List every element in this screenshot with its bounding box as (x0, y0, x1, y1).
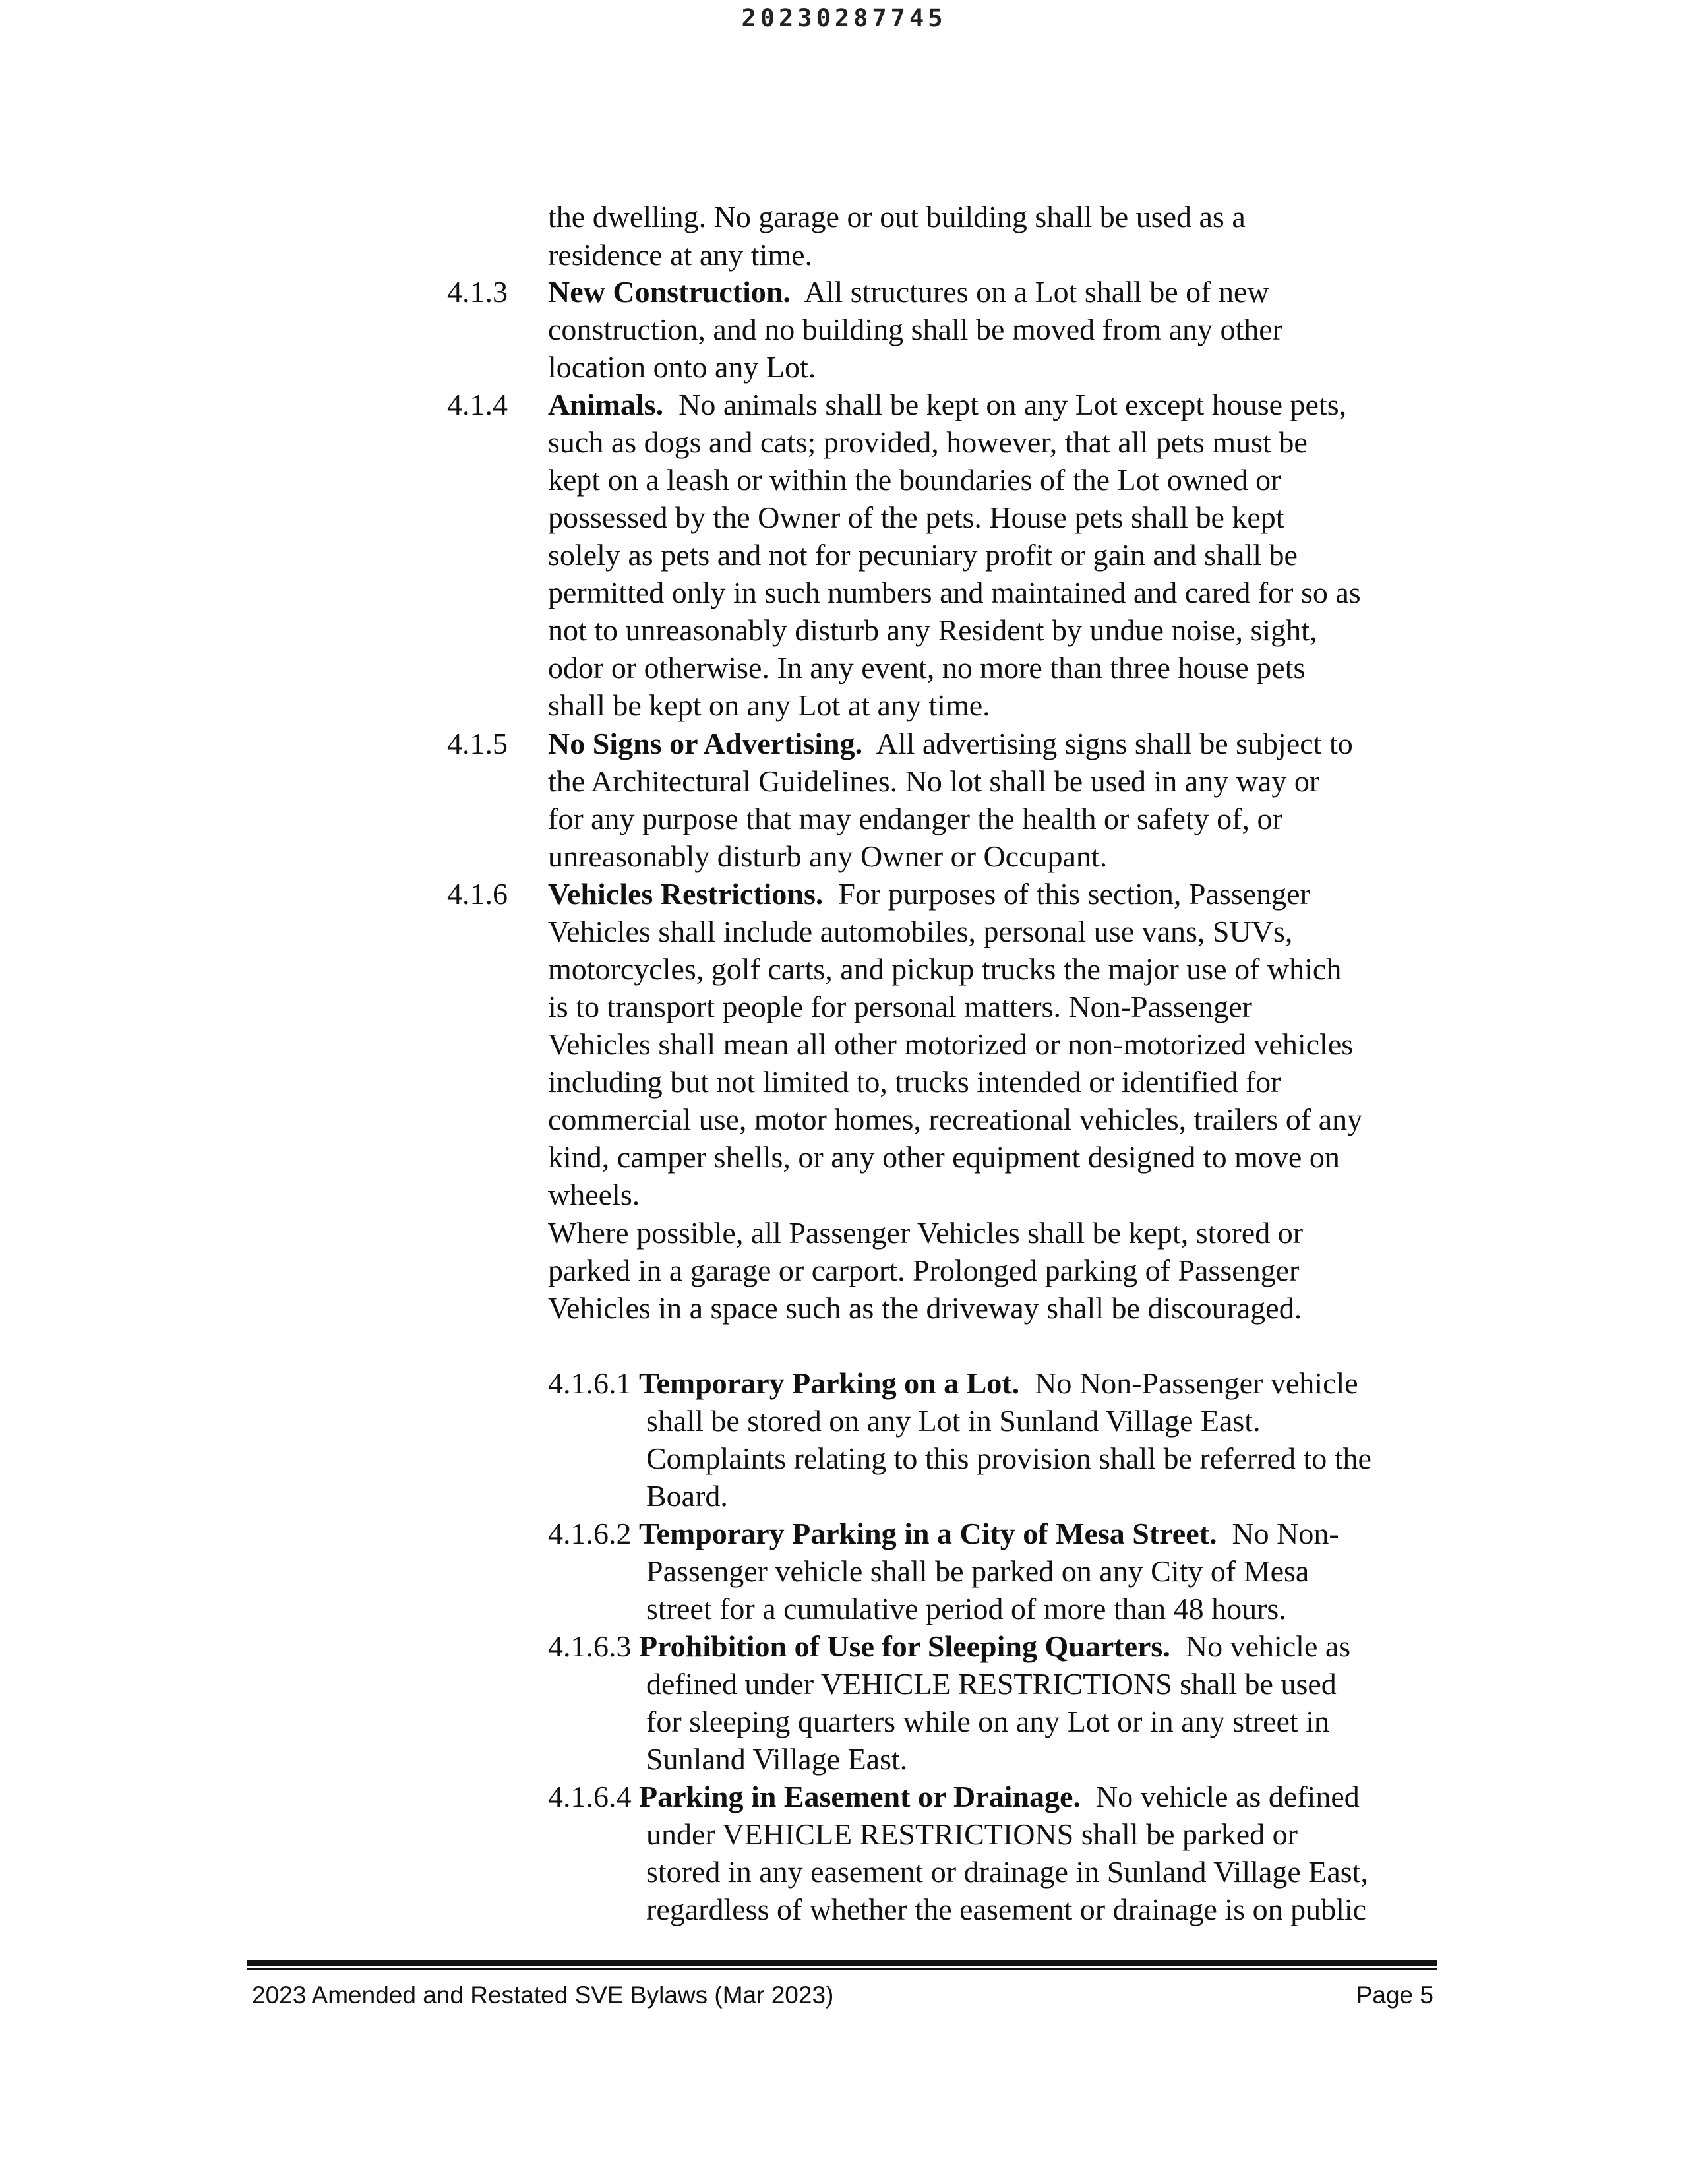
subsection-number: 4.1.6.3 (548, 1629, 632, 1663)
subsection-line: regardless of whether the easement or drainage is on public (646, 1893, 1367, 1926)
section-first-line (548, 879, 1310, 909)
subsection-line: defined under VEHICLE RESTRICTIONS shall be used (646, 1667, 1337, 1701)
section-line: is to transport people for personal matters. Non-Passenger (548, 990, 1252, 1023)
subsection-number: 4.1.6.4 (548, 1780, 632, 1813)
subsection-text: No vehicle as defined (1095, 1780, 1360, 1813)
section-first-line (548, 729, 1353, 759)
subsection-title: Prohibition of Use for Sleeping Quarters. (639, 1629, 1170, 1663)
section-line: such as dogs and cats; provided, however, that all pets must be (548, 425, 1308, 459)
subsection-first-line (548, 1631, 1350, 1662)
section-line: for any purpose that may endanger the health or safety of, or (548, 802, 1282, 835)
subsection-text: No Non- (1232, 1517, 1339, 1550)
subsection-text: No vehicle as (1185, 1629, 1351, 1663)
section-title: New Construction. (548, 275, 791, 309)
section-line: construction, and no building shall be moved from any other (548, 313, 1282, 346)
section-number: 4.1.5 (447, 727, 508, 760)
footer-page-number: Page 5 (1356, 1982, 1433, 2009)
subsection-number: 4.1.6.1 (548, 1366, 632, 1400)
subsection-title: Temporary Parking on a Lot. (639, 1366, 1020, 1400)
subsection-title: Temporary Parking in a City of Mesa Street. (639, 1517, 1217, 1550)
section-title: No Signs or Advertising. (548, 727, 863, 760)
subsection-title: Parking in Easement or Drainage. (639, 1780, 1081, 1813)
section-line: Vehicles shall mean all other motorized or non-motorized vehicles (548, 1027, 1354, 1061)
section-line: unreasonably disturb any Owner or Occupant. (548, 839, 1108, 873)
section-line: Vehicles in a space such as the driveway shall be discouraged. (548, 1291, 1302, 1325)
intro-line: the dwelling. No garage or out building shall be used as a (548, 200, 1246, 233)
subsection-line: stored in any easement or drainage in Sunland Village East, (646, 1855, 1368, 1889)
subsection-line: street for a cumulative period of more than 48 hours. (646, 1592, 1286, 1625)
section-number: 4.1.6 (447, 877, 508, 911)
section-line: commercial use, motor homes, recreational vehicles, trailers of any (548, 1103, 1363, 1136)
section-number: 4.1.4 (447, 388, 508, 421)
subsection-line: Complaints relating to this provision shall be referred to the (646, 1441, 1372, 1475)
section-line: including but not limited to, trucks intended or identified for (548, 1065, 1281, 1099)
section-text: For purposes of this section, Passenger (838, 877, 1310, 911)
subsection-first-line (548, 1782, 1360, 1812)
section-line: not to unreasonably disturb any Resident by undue noise, sight, (548, 613, 1317, 647)
section-line: permitted only in such numbers and maintained and cared for so as (548, 576, 1361, 609)
section-title: Vehicles Restrictions. (548, 877, 824, 911)
section-title: Animals. (548, 388, 664, 421)
subsection-line: shall be stored on any Lot in Sunland Village East. (646, 1404, 1261, 1438)
subsection-first-line (548, 1519, 1339, 1549)
subsection-line: Sunland Village East. (646, 1742, 908, 1776)
section-line: kept on a leash or within the boundaries of the Lot owned or (548, 463, 1281, 497)
subsection-text: No Non-Passenger vehicle (1035, 1366, 1358, 1400)
section-line: parked in a garage or carport. Prolonged parking of Passenger (548, 1254, 1300, 1287)
section-line: solely as pets and not for pecuniary profit or gain and shall be (548, 538, 1298, 572)
section-line: possessed by the Owner of the pets. House pets shall be kept (548, 501, 1284, 534)
section-first-line (548, 390, 1346, 420)
section-line: motorcycles, golf carts, and pickup trucks the major use of which (548, 952, 1342, 986)
footer-rule-thin (247, 1968, 1437, 1970)
section-line: Where possible, all Passenger Vehicles shall be kept, stored or (548, 1216, 1304, 1250)
subsection-line: Passenger vehicle shall be parked on any City of Mesa (646, 1554, 1310, 1588)
subsection-line: Board. (646, 1479, 728, 1513)
section-line: odor or otherwise. In any event, no more than three house pets (548, 651, 1306, 684)
intro-line: residence at any time. (548, 238, 813, 272)
section-text: All structures on a Lot shall be of new (804, 275, 1269, 309)
subsection-number: 4.1.6.2 (548, 1517, 632, 1550)
subsection-line: under VEHICLE RESTRICTIONS shall be parked or (646, 1817, 1298, 1851)
section-text: No animals shall be kept on any Lot except house pets, (678, 388, 1347, 421)
section-number: 4.1.3 (447, 275, 508, 309)
section-line: the Architectural Guidelines. No lot shall be used in any way or (548, 764, 1320, 798)
section-first-line (548, 277, 1269, 307)
section-line: Vehicles shall include automobiles, personal use vans, SUVs, (548, 915, 1293, 948)
subsection-line: for sleeping quarters while on any Lot or in any street in (646, 1705, 1329, 1738)
recording-number: 20230287745 (741, 4, 947, 32)
section-line: location onto any Lot. (548, 350, 816, 384)
footer-document-title: 2023 Amended and Restated SVE Bylaws (Mar 2023) (252, 1982, 834, 2009)
section-line: wheels. (548, 1178, 640, 1211)
section-line: shall be kept on any Lot at any time. (548, 688, 990, 722)
section-line: kind, camper shells, or any other equipment designed to move on (548, 1140, 1340, 1174)
section-text: All advertising signs shall be subject to (876, 727, 1353, 760)
footer-rule-thick (247, 1960, 1437, 1966)
subsection-first-line (548, 1368, 1358, 1399)
